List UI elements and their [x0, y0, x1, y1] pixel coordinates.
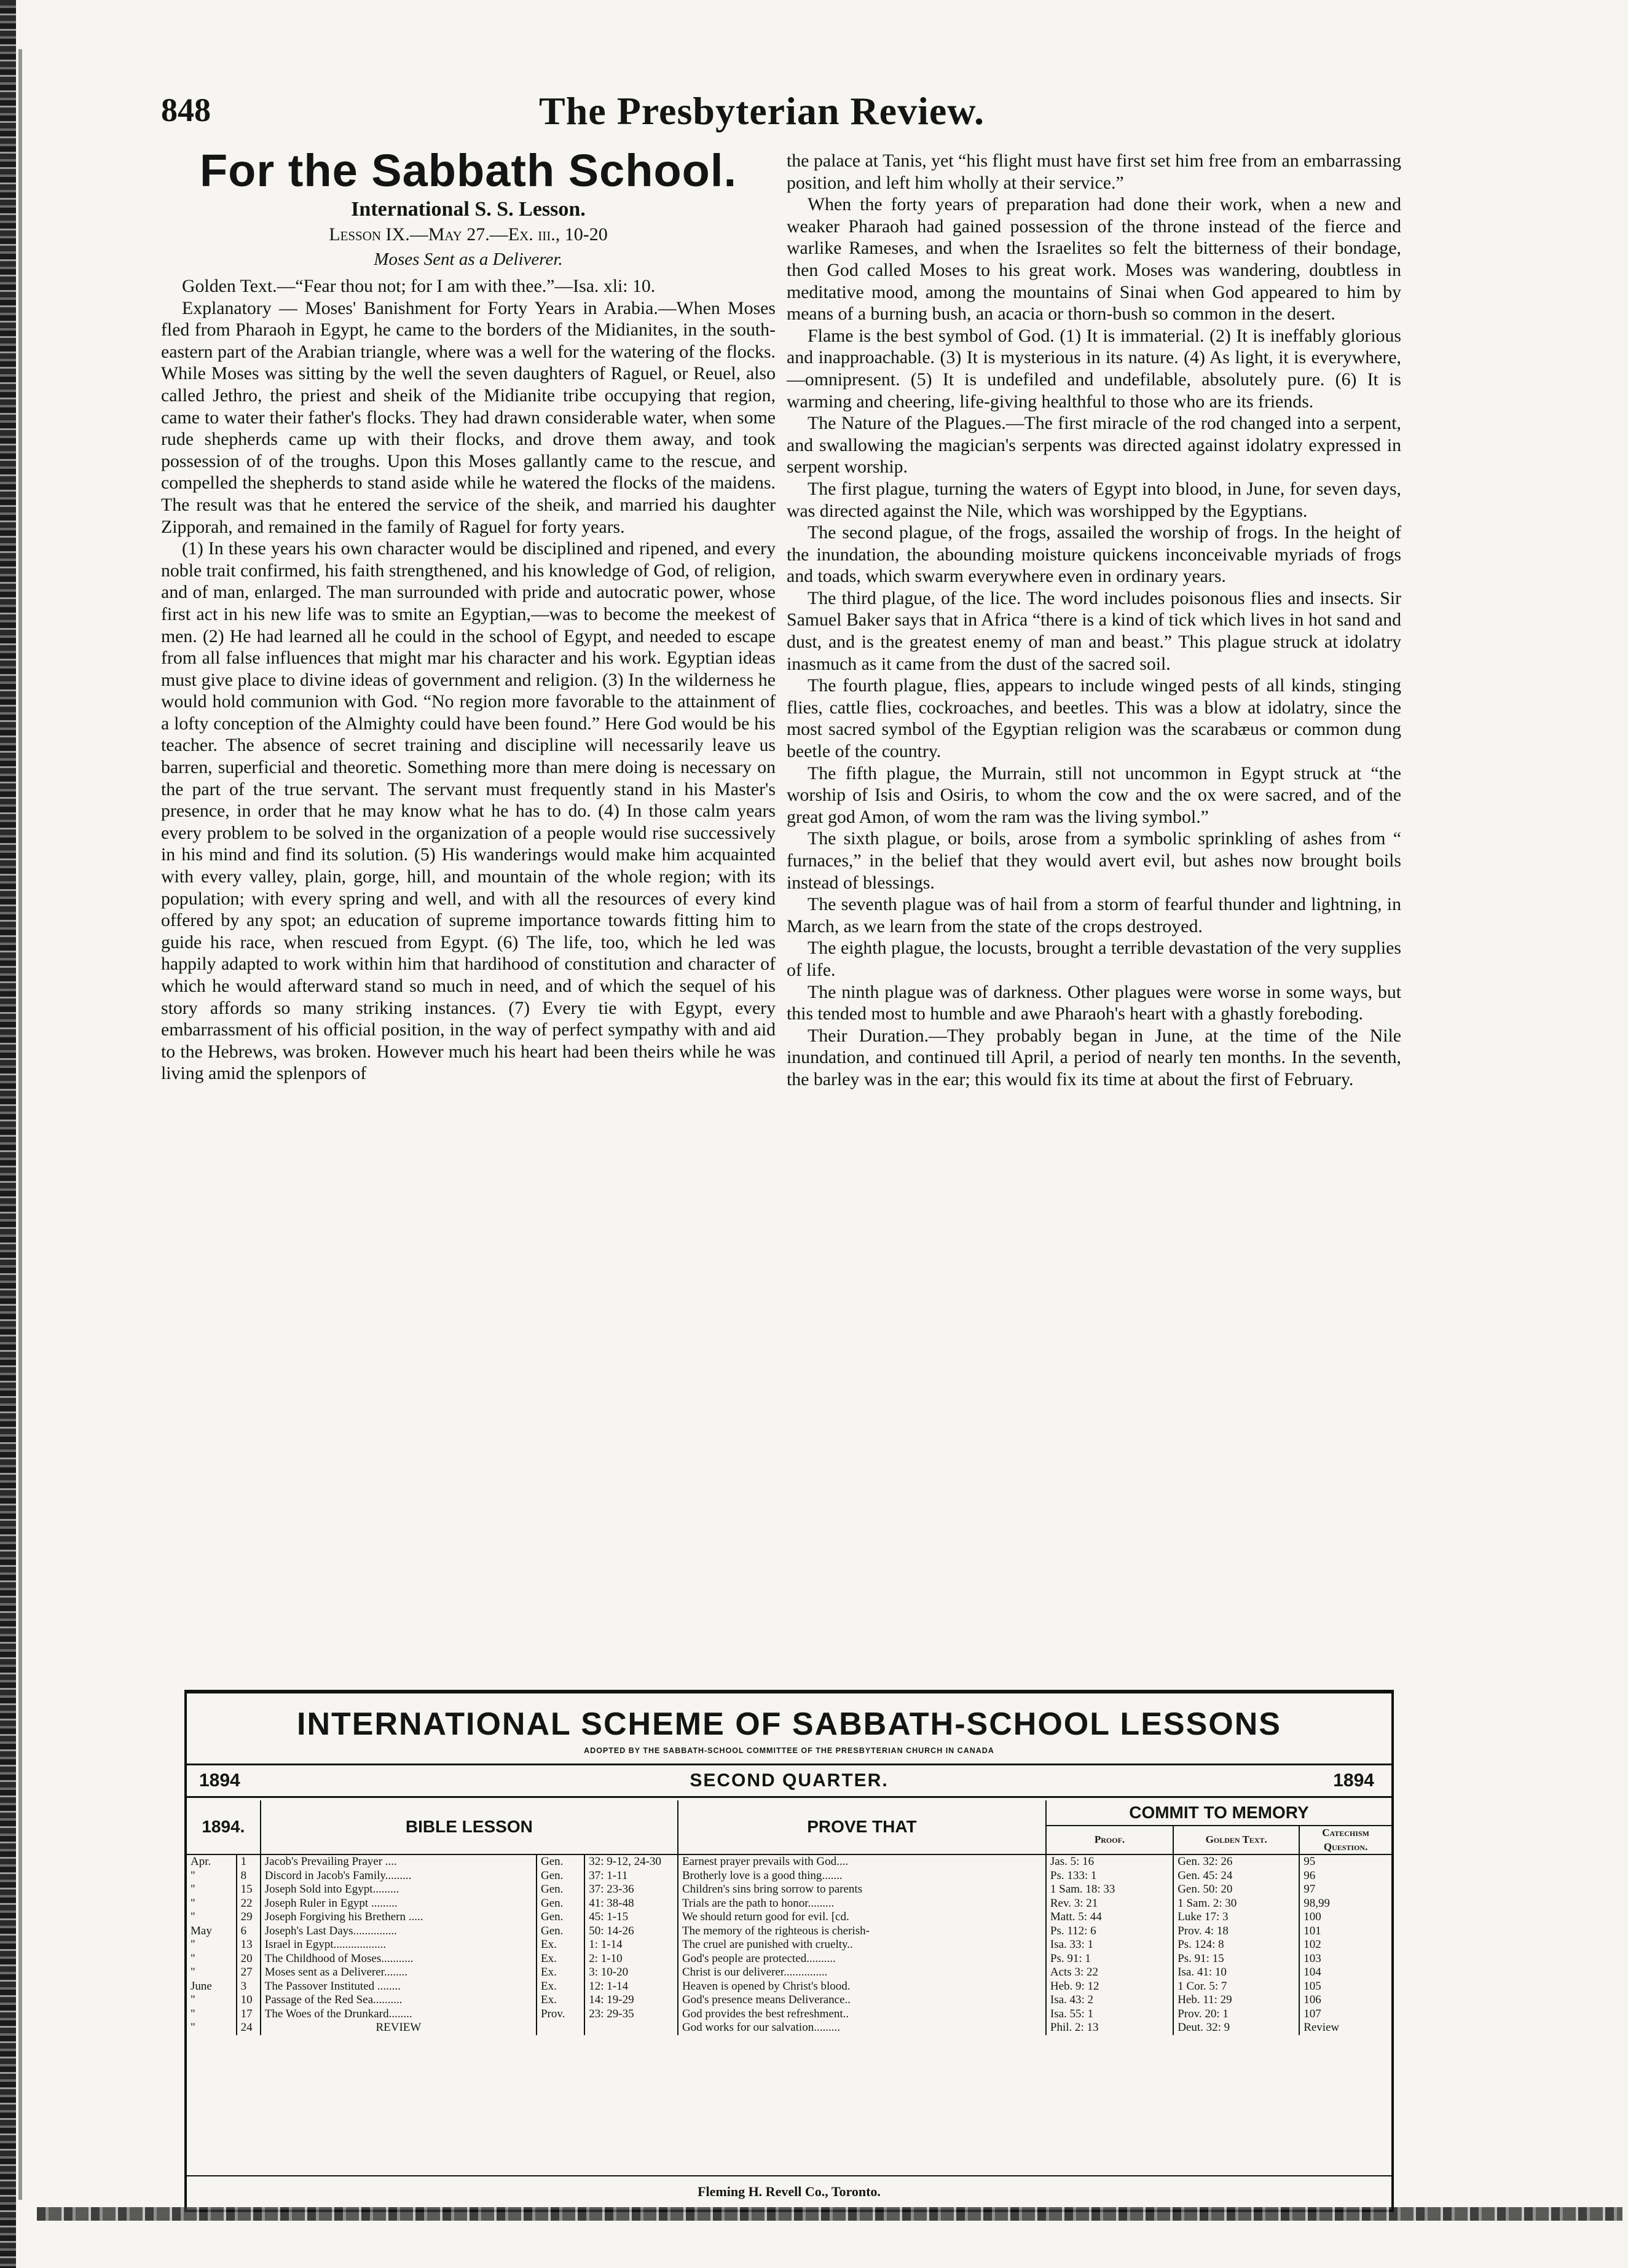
fifth-plague-paragraph: The fifth plague, the Murrain, still not uncommon in Egypt struck at “the worship of Isis and Osiris, to whom the cow and the ox were sacred, and of the great god Amon, of wom the ram was the living symbol.”: [787, 763, 1401, 827]
cell-lesson: Joseph Sold into Egypt.........: [261, 1883, 537, 1897]
table-row: [187, 1980, 1391, 1994]
first-plague-paragraph: The first plague, turning the waters of Egypt into blood, in June, for seven days, was directed against the Nile, which was worshipped by the Egyptians.: [787, 478, 1401, 521]
cell-prove: Heaven is opened by Christ's blood.: [678, 1980, 1046, 1994]
col-header-prove-that: PROVE THAT: [678, 1800, 1046, 1854]
page-header: [161, 91, 1144, 134]
cell-proof: Acts 3: 22: [1046, 1966, 1173, 1980]
cell-catechism: 107: [1304, 2007, 1321, 2020]
scheme-subtitle: ADOPTED BY THE SABBATH-SCHOOL COMMITTEE OF THE PRESBYTERIAN CHURCH IN CANADA: [584, 1746, 994, 1755]
cell-ref: 50: 14-26: [584, 1925, 678, 1939]
explanatory-paragraph: Explanatory — Moses' Banishment for Forty Years in Arabia.—When Moses fled from Pharaoh in Egypt, he came to the borders of the Midianites, in the south-eastern part of the Arabian triangle, where was a well for the watering of the flocks. While Moses was sitting by the well the seven daughters of Raguel, or Reuel, also called Jethro, the priest and sheik of the Midianite tribe occupying that region, came to water their father's flocks. They had drawn considerable water, when some rude shepherds came up with their flocks, and drove them away, and took possession of of the troughs. Upon this Moses gallantly came to the rescue, and compelled the shepherds to stand aside while he watered the flocks of the maidens. The result was that he entered the service of the sheik, and married his daughter Zipporah, and remained in the family of Raguel for forty years.: [161, 297, 776, 537]
cell-prove: Brotherly love is a good thing.......: [678, 1869, 1046, 1883]
cell-day: 24: [237, 2021, 261, 2035]
cell-proof: Isa. 43: 2: [1046, 1993, 1173, 2007]
cell-catechism: 96: [1304, 1869, 1316, 1882]
table-row: [187, 1910, 1391, 1925]
cell-book: Gen.: [537, 1869, 584, 1883]
left-column: [161, 145, 776, 1085]
cell-golden: Gen. 45: 24: [1173, 1869, 1299, 1883]
cell-catechism: 104: [1304, 1966, 1321, 1979]
section-subtitle: International S. S. Lesson.: [351, 198, 586, 221]
table-row: [187, 1993, 1391, 2007]
cell-lesson: Joseph Ruler in Egypt .........: [261, 1897, 537, 1911]
cell-proof: Isa. 33: 1: [1046, 1938, 1173, 1952]
cell-proof: 1 Sam. 18: 33: [1046, 1883, 1173, 1897]
cell-golden: 1 Sam. 2: 30: [1173, 1897, 1299, 1911]
table-row: [187, 1938, 1391, 1952]
cell-month: Apr.: [187, 1854, 237, 1869]
cell-day: 27: [237, 1966, 261, 1980]
seventh-plague-paragraph: The seventh plague was of hail from a storm of fearful thunder and lightning, in March, as we learn from the state of the crops destroyed.: [787, 894, 1401, 936]
journal-title: The Presbyterian Review.: [539, 89, 985, 133]
cell-prove: God provides the best refreshment..: [678, 2007, 1046, 2022]
cell-day: 15: [237, 1883, 261, 1897]
cell-golden: Ps. 91: 15: [1173, 1952, 1299, 1966]
cell-lesson: The Woes of the Drunkard........: [261, 2007, 537, 2022]
cell-day: 10: [237, 1993, 261, 2007]
lesson-table: [187, 1800, 1391, 2035]
lesson-title: Moses Sent as a Deliverer.: [374, 249, 563, 269]
cell-ref: 37: 1-11: [584, 1869, 678, 1883]
cell-prove: Earnest prayer prevails with God....: [678, 1854, 1046, 1869]
cell-day: 3: [237, 1980, 261, 1994]
cell-catechism: 102: [1304, 1938, 1321, 1951]
cell-lesson: Israel in Egypt..................: [261, 1938, 537, 1952]
cell-book: Ex.: [537, 1993, 584, 2007]
cell-prove: Christ is our deliverer...............: [678, 1966, 1046, 1980]
scan-edge-left: [0, 0, 16, 2268]
continued-paragraph: the palace at Tanis, yet “his flight must have first set him free from an embarrassing position, and left him wholly at their service.”: [787, 151, 1401, 193]
col-header-year: 1894.: [187, 1800, 261, 1854]
cell-proof: Matt. 5: 44: [1046, 1910, 1173, 1925]
cell-prove: God works for our salvation.........: [678, 2021, 1046, 2035]
cell-month: ": [187, 1869, 237, 1883]
cell-book: Gen.: [537, 1897, 584, 1911]
question-label: Question.: [1323, 1840, 1368, 1853]
cell-lesson: The Childhood of Moses...........: [261, 1952, 537, 1966]
cell-lesson: Discord in Jacob's Family.........: [261, 1869, 537, 1883]
table-row: [187, 1925, 1391, 1939]
cell-book: Ex.: [537, 1980, 584, 1994]
cell-ref: 45: 1-15: [584, 1910, 678, 1925]
cell-month: ": [187, 1993, 237, 2007]
cell-book: Ex.: [537, 1966, 584, 1980]
table-row: [187, 2021, 1391, 2035]
catechism-label: Catechism: [1322, 1827, 1369, 1838]
sixth-plague-paragraph: The sixth plague, or boils, arose from a symbolic sprinkling of ashes from “ furnaces,” in the belief that they would avert evil, but ashes now brought boils instead of blessings.: [787, 828, 1401, 893]
quarter-title: SECOND QUARTER.: [690, 1770, 889, 1791]
page-number: 848: [161, 92, 211, 128]
cell-day: 22: [237, 1897, 261, 1911]
ninth-plague-paragraph: The ninth plague was of darkness. Other plagues were worse in some ways, but this tended most to humble and awe Pharaoh's heart with a ghastly foreboding.: [787, 981, 1401, 1024]
third-plague-paragraph: The third plague, of the lice. The word includes poisonous flies and insects. Sir Samuel Baker says that in Africa “there is a kind of tick which lives in hot sand and dust, and is the greatest enemy of man and beast.” This plague struck at idolatry inasmuch as it came from the dust of the sacred soil.: [787, 587, 1401, 674]
table-row: [187, 1966, 1391, 1980]
cell-catechism: 103: [1304, 1952, 1321, 1965]
table-row: [187, 1854, 1391, 1869]
quarter-year-left: 1894: [199, 1770, 240, 1791]
cell-catechism: 105: [1304, 1979, 1321, 1993]
cell-day: 6: [237, 1925, 261, 1939]
cell-ref: 23: 29-35: [584, 2007, 678, 2022]
cell-ref: 32: 9-12, 24-30: [584, 1854, 678, 1869]
cell-month: June: [187, 1980, 237, 1994]
cell-day: 8: [237, 1869, 261, 1883]
cell-day: 20: [237, 1952, 261, 1966]
scan-edge-shadow: [18, 49, 22, 2200]
cell-golden: Heb. 11: 29: [1173, 1993, 1299, 2007]
cell-month: ": [187, 1883, 237, 1897]
table-row: [187, 1897, 1391, 1911]
cell-lesson: Joseph's Last Days...............: [261, 1925, 537, 1939]
cell-catechism: 106: [1304, 1993, 1321, 2006]
cell-proof: Ps. 133: 1: [1046, 1869, 1173, 1883]
cell-golden: Gen. 32: 26: [1173, 1854, 1299, 1869]
cell-proof: Rev. 3: 21: [1046, 1897, 1173, 1911]
cell-golden: Prov. 4: 18: [1173, 1925, 1299, 1939]
scheme-title: INTERNATIONAL SCHEME OF SABBATH-SCHOOL LESSONS: [297, 1706, 1281, 1742]
cell-ref: 1: 1-14: [584, 1938, 678, 1952]
cell-catechism: 98,99: [1304, 1896, 1330, 1910]
cell-month: ": [187, 2021, 237, 2035]
cell-book: Prov.: [537, 2007, 584, 2022]
cell-book: Gen.: [537, 1925, 584, 1939]
eighth-plague-paragraph: The eighth plague, the locusts, brought a terrible devastation of the very supplies of life.: [787, 938, 1401, 980]
cell-proof: Ps. 91: 1: [1046, 1952, 1173, 1966]
col-header-golden-text: Golden Text.: [1173, 1826, 1299, 1854]
quarter-row: [187, 1764, 1391, 1798]
cell-ref: [584, 2021, 678, 2035]
cell-catechism: 97: [1304, 1883, 1316, 1896]
section-title: For the Sabbath School.: [199, 145, 737, 196]
col-header-catechism: [1299, 1826, 1391, 1854]
cell-ref: 2: 1-10: [584, 1952, 678, 1966]
scan-edge-bottom: [37, 2207, 1622, 2221]
cell-prove: Children's sins bring sorrow to parents: [678, 1883, 1046, 1897]
cell-day: 17: [237, 2007, 261, 2022]
cell-prove: God's people are protected..........: [678, 1952, 1046, 1966]
nature-of-plagues-paragraph: The Nature of the Plagues.—The first miracle of the rod changed into a serpent, and swallowing the magician's serpents was directed against idolatry expressed in serpent worship.: [787, 413, 1401, 477]
col-header-bible-lesson: BIBLE LESSON: [261, 1800, 678, 1854]
cell-ref: 12: 1-14: [584, 1980, 678, 1994]
right-column: [787, 150, 1401, 1091]
cell-golden: Luke 17: 3: [1173, 1910, 1299, 1925]
cell-day: 1: [237, 1854, 261, 1869]
cell-book: Gen.: [537, 1883, 584, 1897]
quarter-year-right: 1894: [1333, 1770, 1374, 1791]
cell-golden: Prov. 20: 1: [1173, 2007, 1299, 2022]
cell-book: Gen.: [537, 1854, 584, 1869]
cell-lesson: Joseph Forgiving his Brethern .....: [261, 1910, 537, 1925]
cell-book: [537, 2021, 584, 2035]
cell-lesson: Passage of the Red Sea..........: [261, 1993, 537, 2007]
table-row: [187, 2007, 1391, 2022]
table-row: [187, 1883, 1391, 1897]
cell-catechism: 95: [1304, 1855, 1316, 1868]
cell-book: Ex.: [537, 1938, 584, 1952]
cell-day: 29: [237, 1910, 261, 1925]
cell-month: ": [187, 1938, 237, 1952]
cell-proof: Heb. 9: 12: [1046, 1980, 1173, 1994]
cell-lesson: REVIEW: [261, 2021, 537, 2035]
cell-lesson: Jacob's Prevailing Prayer ....: [261, 1854, 537, 1869]
cell-proof: Isa. 55: 1: [1046, 2007, 1173, 2022]
col-header-commit: COMMIT TO MEMORY: [1046, 1800, 1391, 1826]
fourth-plague-paragraph: The fourth plague, flies, appears to include winged pests of all kinds, stinging flies, cattle flies, cockroaches, and beetles. This was a blow at idolatry, since the most sacred symbol of the Egyptian religion was the scarabæus or common dung beetle of the country.: [787, 675, 1401, 762]
cell-month: ": [187, 1897, 237, 1911]
flame-symbol-paragraph: Flame is the best symbol of God. (1) It is immaterial. (2) It is ineffably glorious and inapproachable. (3) It is mysterious in its nature. (4) As light, it is everywhere,—omnipresent. (5) It is undefiled and undefilable, absolutely pure. (6) It is warming and cheering, life-giving healthful to those who are its friends.: [787, 325, 1401, 412]
cell-ref: 14: 19-29: [584, 1993, 678, 2007]
cell-prove: God's presence means Deliverance..: [678, 1993, 1046, 2007]
cell-golden: Isa. 41: 10: [1173, 1966, 1299, 1980]
cell-prove: We should return good for evil. [cd.: [678, 1910, 1046, 1925]
lessons-paragraph: (1) In these years his own character would be disciplined and ripened, and every noble trait confirmed, his faith strengthened, and his knowledge of God, of religion, and of man, enlarged. The man surrounded with pride and autocratic power, whose first act in his new life was to smite an Egyptian,—was to become the meekest of men. (2) He had learned all he could in the school of Egypt, and needed to escape from all false influences that might mar his character and his work. Egyptian ideas must give place to divine ideas of government and religion. (3) In the wilderness he would hold communion with God. “No region more favorable to the attainment of a lofty conception of the Almighty could have been found.” Here God would be his teacher. The absence of secret training and discipline will necessarily leave us barren, superficial and theoretic. Something more than mere doing is necessary on the part of the true servant. The servant must frequently stand in his Master's presence, in order that he may know what he has to do. (4) In those calm years every problem to be solved in the organization of a people would rise successively in his mind and find its solution. (5) His wanderings would make him acquainted with every valley, plain, gorge, hill, and mountain of the whole region; with its population; with every spring and well, and with all the resources of every kind offered by any spot; an education of supreme importance towards fitting him to guide his race, when rescued from Egypt. (6) The life, too, which he led was happily adapted to work within him that hardihood of constitution and character of which he would afterward stand so much in need, and of which the sequel of his story affords so many striking instances. (7) Every tie with Egypt, every embarrassment of his official position, in the way of perfect sympathy with and aid to the Hebrews, was broken. However much his heart had been theirs while he was living amid the splenpors of: [161, 538, 776, 1084]
cell-month: ": [187, 2007, 237, 2022]
cell-month: ": [187, 1952, 237, 1966]
cell-lesson: The Passover Instituted ........: [261, 1980, 537, 1994]
cell-month: ": [187, 1910, 237, 1925]
cell-prove: The memory of the righteous is cherish-: [678, 1925, 1046, 1939]
cell-book: Ex.: [537, 1952, 584, 1966]
table-row: [187, 1869, 1391, 1883]
cell-golden: Ps. 124: 8: [1173, 1938, 1299, 1952]
cell-golden: Deut. 32: 9: [1173, 2021, 1299, 2035]
cell-ref: 37: 23-36: [584, 1883, 678, 1897]
cell-proof: Ps. 112: 6: [1046, 1925, 1173, 1939]
cell-golden: Gen. 50: 20: [1173, 1883, 1299, 1897]
table-row: [187, 1952, 1391, 1966]
duration-paragraph: Their Duration.—They probably began in June, at the time of the Nile inundation, and continued till April, a period of nearly ten months. In the seventh, the barley was in the ear; this would fix its time at about the first of February.: [787, 1025, 1401, 1089]
cell-ref: 41: 38-48: [584, 1897, 678, 1911]
cell-day: 13: [237, 1938, 261, 1952]
lesson-scheme-box: [184, 1690, 1394, 2212]
cell-lesson: Moses sent as a Deliverer........: [261, 1966, 537, 1980]
cell-ref: 3: 10-20: [584, 1966, 678, 1980]
cell-catechism: 101: [1304, 1924, 1321, 1937]
col-header-proof: Proof.: [1046, 1826, 1173, 1854]
cell-prove: The cruel are punished with cruelty..: [678, 1938, 1046, 1952]
cell-proof: Jas. 5: 16: [1046, 1854, 1173, 1869]
golden-text: Golden Text.—“Fear thou not; for I am with thee.”—Isa. xli: 10.: [182, 276, 656, 296]
cell-catechism: 100: [1304, 1910, 1321, 1923]
cell-catechism: Review: [1304, 2021, 1340, 2034]
burning-bush-paragraph: When the forty years of preparation had done their work, when a new and weaker Pharaoh had gained possession of the throne instead of the fierce and warlike Rameses, and when the Israelites so felt the bitterness of their bondage, then God called Moses to his great work. Moses was wandering, doubtless in meditative mood, among the mountains of Sinai when God appeared to him by means of a burning bush, an acacia or thorn-bush so common in the desert.: [787, 194, 1401, 324]
publisher-line: Fleming H. Revell Co., Toronto.: [187, 2175, 1391, 2200]
cell-proof: Phil. 2: 13: [1046, 2021, 1173, 2035]
cell-book: Gen.: [537, 1910, 584, 1925]
lesson-reference: Lesson IX.—May 27.—Ex. iii., 10-20: [329, 224, 608, 245]
cell-month: May: [187, 1925, 237, 1939]
second-plague-paragraph: The second plague, of the frogs, assailed the worship of frogs. In the height of the inundation, the abounding moisture quickens inconceivable myriads of frogs and toads, which swarm everywhere even in ordinary years.: [787, 522, 1401, 587]
cell-golden: 1 Cor. 5: 7: [1173, 1980, 1299, 1994]
cell-prove: Trials are the path to honor.........: [678, 1897, 1046, 1911]
cell-month: ": [187, 1966, 237, 1980]
